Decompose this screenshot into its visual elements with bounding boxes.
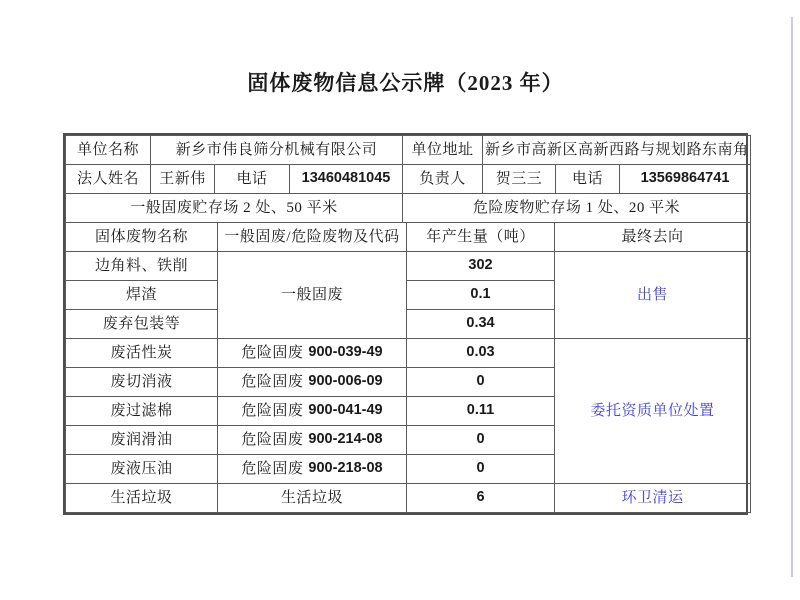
waste-destination-cell: 环卫清运 xyxy=(555,484,751,513)
waste-amount-cell: 0.11 xyxy=(407,397,555,426)
unit-addr-value: 新乡市高新区高新西路与规划路东南角 xyxy=(483,136,751,165)
phone-value-2: 13569864741 xyxy=(620,165,751,194)
waste-amount-cell: 0 xyxy=(407,368,555,397)
header-waste-destination: 最终去向 xyxy=(555,223,751,252)
waste-code: 900-039-49 xyxy=(308,344,383,361)
waste-name-cell: 废弃包装等 xyxy=(66,310,218,339)
waste-name-cell: 废液压油 xyxy=(66,455,218,484)
unit-name-label: 单位名称 xyxy=(66,136,151,165)
waste-category-label: 危险固废 xyxy=(241,402,304,419)
waste-amount-cell: 0.1 xyxy=(407,281,555,310)
notice-board-table xyxy=(63,133,748,515)
waste-category-label: 危险固废 xyxy=(241,373,304,390)
waste-row xyxy=(66,252,751,281)
waste-row xyxy=(66,339,751,368)
legal-person-row xyxy=(66,165,751,194)
waste-code: 900-006-09 xyxy=(308,373,383,390)
hazardous-storage-cell: 危险废物贮存场 1 处、20 平米 xyxy=(403,194,751,223)
waste-name-cell: 生活垃圾 xyxy=(66,484,218,513)
header-waste-amount: 年产生量（吨） xyxy=(407,223,555,252)
unit-name-value: 新乡市伟良筛分机械有限公司 xyxy=(151,136,403,165)
waste-name-cell: 废润滑油 xyxy=(66,426,218,455)
waste-amount-cell: 0 xyxy=(407,426,555,455)
waste-category-cell xyxy=(218,455,407,484)
storage-table xyxy=(65,193,751,223)
waste-category-cell xyxy=(218,339,407,368)
unit-addr-label: 单位地址 xyxy=(403,136,483,165)
waste-amount-cell: 0.03 xyxy=(407,339,555,368)
manager-value: 贺三三 xyxy=(483,165,556,194)
phone-label-2: 电话 xyxy=(556,165,620,194)
waste-header-row xyxy=(66,223,751,252)
waste-destination-cell: 出售 xyxy=(555,252,751,339)
storage-row xyxy=(66,194,751,223)
waste-category-cell xyxy=(218,368,407,397)
waste-category-label: 危险固废 xyxy=(241,431,304,448)
waste-category-label: 危险固废 xyxy=(241,460,304,477)
page-title: 固体废物信息公示牌（2023 年） xyxy=(247,71,564,95)
header-waste-name: 固体废物名称 xyxy=(66,223,218,252)
waste-amount-cell: 6 xyxy=(407,484,555,513)
waste-destination-cell: 委托资质单位处置 xyxy=(555,339,751,484)
waste-row xyxy=(66,484,751,513)
waste-amount-cell: 0 xyxy=(407,455,555,484)
waste-table xyxy=(65,222,751,513)
waste-name-cell: 废切消液 xyxy=(66,368,218,397)
waste-name-cell: 边角料、铁削 xyxy=(66,252,218,281)
waste-code: 900-214-08 xyxy=(308,431,383,448)
legal-name-value: 王新伟 xyxy=(151,165,215,194)
waste-category-label: 危险固废 xyxy=(241,344,304,361)
waste-amount-cell: 302 xyxy=(407,252,555,281)
waste-name-cell: 废活性炭 xyxy=(66,339,218,368)
waste-category-cell: 一般固废 xyxy=(218,252,407,339)
waste-name-cell: 废过滤棉 xyxy=(66,397,218,426)
waste-name-cell: 焊渣 xyxy=(66,281,218,310)
page-edge-line xyxy=(791,17,793,577)
waste-amount-cell: 0.34 xyxy=(407,310,555,339)
unit-info-table xyxy=(65,135,751,194)
phone-label-1: 电话 xyxy=(215,165,290,194)
unit-name-row xyxy=(66,136,751,165)
waste-code: 900-041-49 xyxy=(308,402,383,419)
phone-value-1: 13460481045 xyxy=(290,165,403,194)
waste-category-cell: 生活垃圾 xyxy=(218,484,407,513)
waste-category-cell xyxy=(218,397,407,426)
waste-category-cell xyxy=(218,426,407,455)
waste-code: 900-218-08 xyxy=(308,460,383,477)
general-storage-cell: 一般固废贮存场 2 处、50 平米 xyxy=(66,194,403,223)
manager-label: 负责人 xyxy=(403,165,483,194)
header-waste-category: 一般固废/危险废物及代码 xyxy=(218,223,407,252)
legal-name-label: 法人姓名 xyxy=(66,165,151,194)
